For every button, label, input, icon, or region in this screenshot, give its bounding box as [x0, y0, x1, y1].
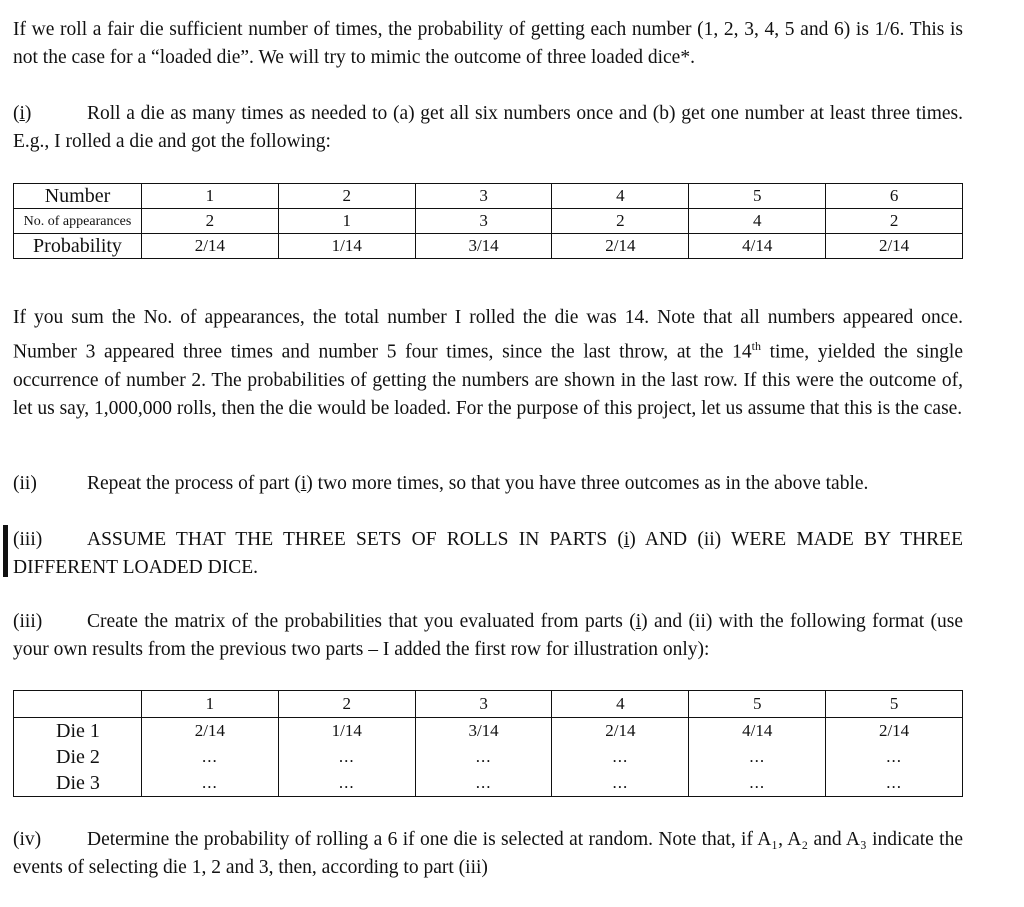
- matrix-row-label: Die 3: [14, 770, 142, 797]
- explanation-paragraph: [13, 304, 963, 423]
- part-iii-paragraph: (iii) Create the matrix of the probabilities that you evaluated from parts (i) and (ii) with the following format (use your own results from the previous two parts – I added the first row for illustration only):: [13, 608, 963, 664]
- matrix-header-cell: 3: [415, 691, 552, 718]
- intro-text: If we roll a fair die sufficient number of times, the probability of getting each number (1, 2, 3, 4, 5 and 6) is 1/6. This is not the case for a “loaded die”. We will try to mimic the outcome of three loaded dice*.: [13, 19, 963, 68]
- number-row: [14, 184, 963, 209]
- matrix-header-cell: 5: [689, 691, 826, 718]
- part-iii-label: (iii): [13, 611, 43, 632]
- number-cell: 6: [826, 184, 963, 209]
- probability-matrix-table: [13, 690, 963, 797]
- matrix-row: [14, 770, 963, 797]
- assumption-paragraph: (iii) ASSUME THAT THE THREE SETS OF ROLLS IN PARTS (i) AND (ii) WERE MADE BY THREE DIFFERENT LOADED DICE.: [13, 526, 963, 582]
- part-ref: i: [623, 529, 630, 550]
- part-iv-label: (iv): [13, 829, 42, 850]
- matrix-header-cell: 4: [552, 691, 689, 718]
- part-iii-assume-label: (iii): [13, 529, 43, 550]
- part-iv-paragraph: [13, 826, 963, 882]
- probability-cell: 2/14: [142, 234, 279, 259]
- appearances-row: [14, 209, 963, 234]
- matrix-cell: 2/14: [826, 718, 963, 745]
- matrix-header-cell: 5: [826, 691, 963, 718]
- matrix-header-cell: 2: [278, 691, 415, 718]
- number-cell: 3: [415, 184, 552, 209]
- matrix-cell: 4/14: [689, 718, 826, 745]
- appearances-header: No. of appearances: [14, 209, 142, 234]
- number-cell: 5: [689, 184, 826, 209]
- matrix-cell: 2/14: [142, 718, 279, 745]
- margin-bar: [3, 525, 8, 577]
- matrix-corner: [14, 691, 142, 718]
- part-ii-paragraph: (ii) Repeat the process of part (i) two more times, so that you have three outcomes as in the above table.: [13, 470, 963, 498]
- matrix-row: [14, 718, 963, 745]
- appearances-cell: 3: [415, 209, 552, 234]
- matrix-cell: ...: [826, 770, 963, 797]
- number-cell: 2: [278, 184, 415, 209]
- part-ii-label: (ii): [13, 473, 37, 494]
- example-roll-table: [13, 183, 963, 259]
- matrix-row-label: Die 1: [14, 718, 142, 745]
- explanation-text-cont: time, yielded the single occurrence of number 2. The probabilities of getting the numbers are shown in the last row. If this were the outcome of, let us say, 1,000,000 rolls, then the die would be loaded. For the purpose of this project, let us assume that this is the case.: [13, 341, 963, 419]
- matrix-row-label: Die 2: [14, 744, 142, 770]
- matrix-cell: ...: [552, 744, 689, 770]
- probability-cell: 2/14: [552, 234, 689, 259]
- probability-row: [14, 234, 963, 259]
- matrix-cell: 3/14: [415, 718, 552, 745]
- matrix-cell: ...: [415, 744, 552, 770]
- matrix-cell: ...: [278, 744, 415, 770]
- probability-cell: 4/14: [689, 234, 826, 259]
- appearances-cell: 2: [552, 209, 689, 234]
- explanation-text: If you sum the No. of appearances, the total number I rolled the die was 14. Note that all numbers appeared once. Number 3 appeared three times and number 5 four times, since the last throw, at the 14: [13, 307, 963, 363]
- probability-cell: 3/14: [415, 234, 552, 259]
- matrix-cell: ...: [142, 770, 279, 797]
- part-i-label: (i): [13, 103, 32, 124]
- matrix-cell: 2/14: [552, 718, 689, 745]
- matrix-cell: ...: [415, 770, 552, 797]
- number-cell: 4: [552, 184, 689, 209]
- matrix-cell: ...: [552, 770, 689, 797]
- intro-paragraph: [13, 16, 963, 72]
- part-ref: i: [300, 473, 307, 494]
- appearances-cell: 4: [689, 209, 826, 234]
- appearances-cell: 2: [142, 209, 279, 234]
- matrix-header-cell: 1: [142, 691, 279, 718]
- number-cell: 1: [142, 184, 279, 209]
- matrix-cell: ...: [826, 744, 963, 770]
- matrix-cell: 1/14: [278, 718, 415, 745]
- appearances-cell: 1: [278, 209, 415, 234]
- matrix-row: [14, 744, 963, 770]
- matrix-cell: ...: [142, 744, 279, 770]
- part-i-paragraph: [13, 100, 963, 156]
- probability-cell: 1/14: [278, 234, 415, 259]
- probability-header: Probability: [14, 234, 142, 259]
- matrix-cell: ...: [689, 770, 826, 797]
- matrix-header-row: [14, 691, 963, 718]
- part-ref: i: [635, 611, 642, 632]
- probability-cell: 2/14: [826, 234, 963, 259]
- ordinal-superscript: th: [751, 339, 761, 353]
- part-iv-text: Determine the probability of rolling a 6 if one die is selected at random. Note that, if A₁, A₂ and A₃ indicate the events of selecting die 1, 2 and 3, then, according to part (iii): [13, 829, 963, 878]
- matrix-cell: ...: [689, 744, 826, 770]
- number-header: Number: [14, 184, 142, 209]
- matrix-cell: ...: [278, 770, 415, 797]
- part-i-text: Roll a die as many times as needed to (a) get all six numbers once and (b) get one number at least three times. E.g., I rolled a die and got the following:: [13, 103, 963, 152]
- appearances-cell: 2: [826, 209, 963, 234]
